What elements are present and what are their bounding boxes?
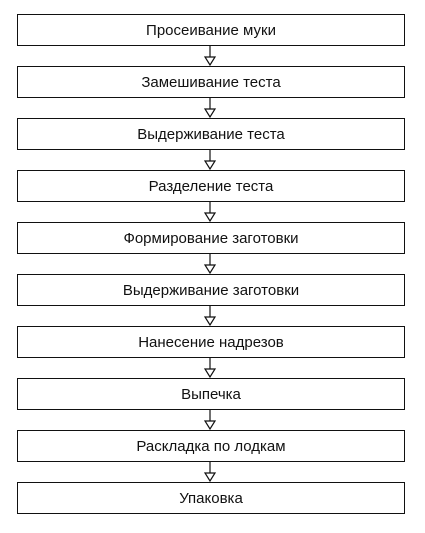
step-box [17, 222, 405, 254]
step-box [17, 170, 405, 202]
step-box [17, 378, 405, 410]
step-label: Разделение теста [148, 177, 274, 195]
step-label: Просеивание муки [146, 21, 276, 39]
step-box [17, 274, 405, 306]
step-box [17, 482, 405, 514]
step-label: Нанесение надрезов [138, 333, 284, 351]
step-label: Выдерживание теста [137, 125, 285, 143]
step-box [17, 14, 405, 46]
arrow-down-icon [203, 150, 217, 170]
step-box [17, 326, 405, 358]
step-label: Замешивание теста [141, 73, 281, 91]
arrow-down-icon [203, 46, 217, 66]
step-label: Раскладка по лодкам [136, 437, 286, 455]
arrow-down-icon [203, 410, 217, 430]
arrow-down-icon [203, 254, 217, 274]
step-box [17, 430, 405, 462]
step-box [17, 66, 405, 98]
arrow-down-icon [203, 98, 217, 118]
step-label: Выпечка [181, 385, 241, 403]
arrow-down-icon [203, 306, 217, 326]
step-label: Упаковка [179, 489, 243, 507]
step-label: Формирование заготовки [123, 229, 299, 247]
arrow-down-icon [203, 202, 217, 222]
arrow-down-icon [203, 462, 217, 482]
step-box [17, 118, 405, 150]
arrow-down-icon [203, 358, 217, 378]
step-label: Выдерживание заготовки [122, 281, 300, 299]
